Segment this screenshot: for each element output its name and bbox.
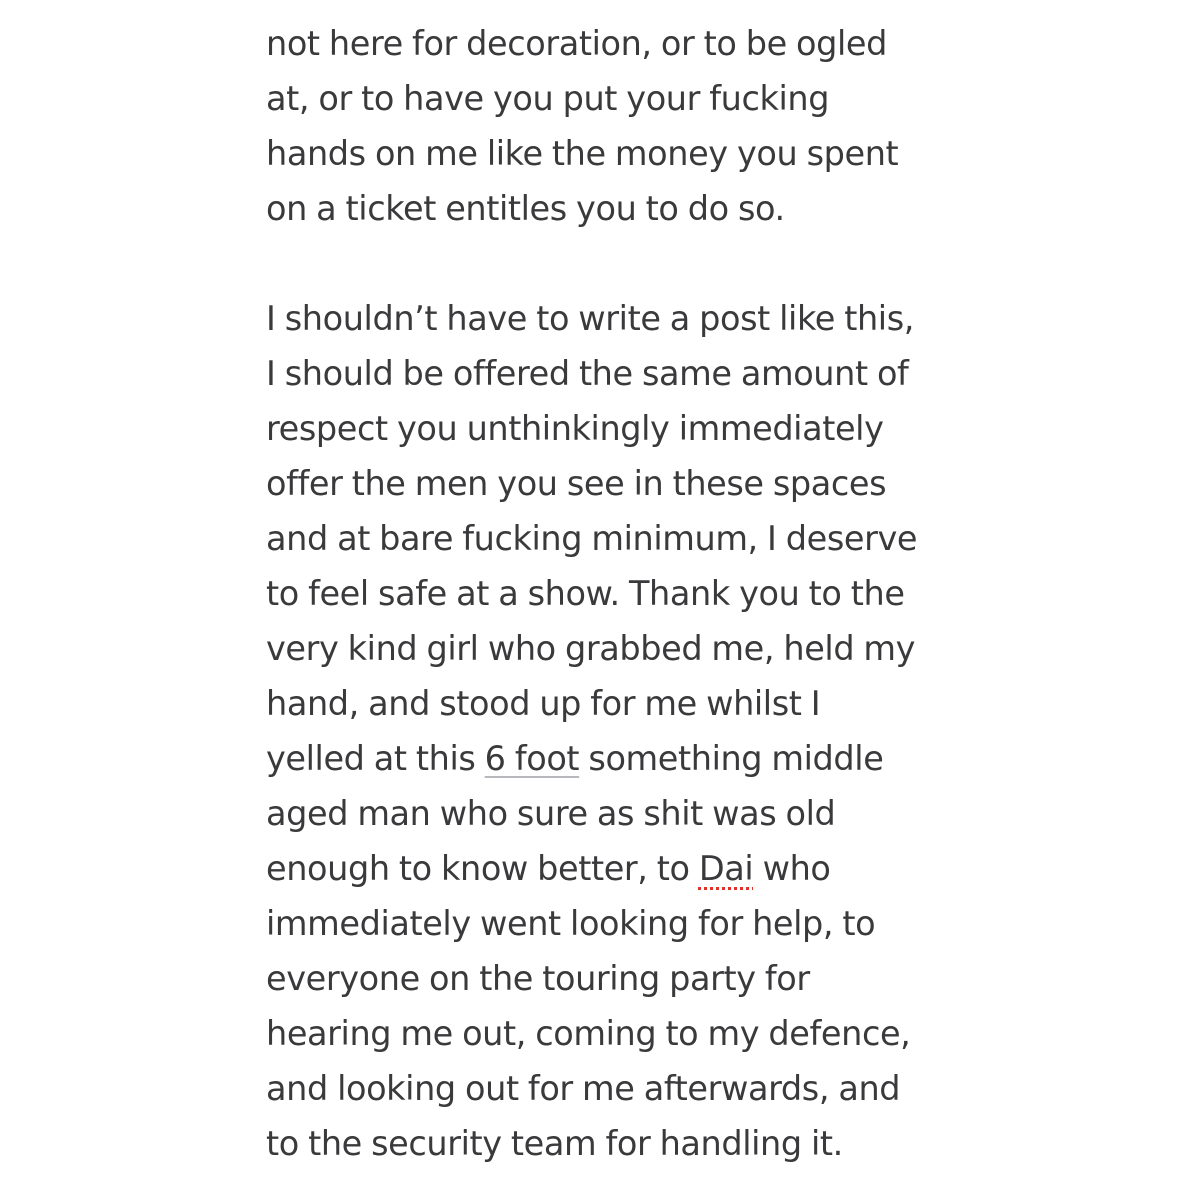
text-line: I shouldn’t have to write a post like this,: [266, 299, 915, 338]
text-line: [266, 841, 966, 896]
text-line: everyone on the touring party for: [266, 959, 810, 998]
note-text-body[interactable]: [266, 16, 966, 1171]
text-segment: something middle: [579, 739, 884, 778]
text-line: respect you unthinkingly immediately: [266, 409, 884, 448]
text-line: [266, 731, 966, 786]
text-segment: enough to know better, to: [266, 849, 699, 888]
text-line: hand, and stood up for me whilst I: [266, 684, 821, 723]
text-segment: yelled at this: [266, 739, 485, 778]
text-line: offer the men you see in these spaces: [266, 464, 887, 503]
text-line: to feel safe at a show. Thank you to the: [266, 574, 905, 613]
text-line: not here for decoration, or to be ogled: [266, 24, 887, 63]
text-line: and looking out for me afterwards, and: [266, 1069, 901, 1108]
text-line: and at bare fucking minimum, I deserve: [266, 519, 918, 558]
text-segment: who: [753, 849, 831, 888]
text-line: hands on me like the money you spent: [266, 134, 899, 173]
text-line: I should be offered the same amount of: [266, 354, 909, 393]
text-line: to the security team for handling it.: [266, 1124, 843, 1163]
spellcheck-flagged-word[interactable]: Dai: [698, 849, 754, 888]
paragraph-break: [266, 236, 966, 291]
text-line: immediately went looking for help, to: [266, 904, 876, 943]
text-line: on a ticket entitles you to do so.: [266, 189, 785, 228]
data-detector-link[interactable]: 6 foot: [484, 739, 580, 778]
text-line: hearing me out, coming to my defence,: [266, 1014, 911, 1053]
text-line: very kind girl who grabbed me, held my: [266, 629, 916, 668]
text-line: at, or to have you put your fucking: [266, 79, 830, 118]
text-line: aged man who sure as shit was old: [266, 794, 836, 833]
